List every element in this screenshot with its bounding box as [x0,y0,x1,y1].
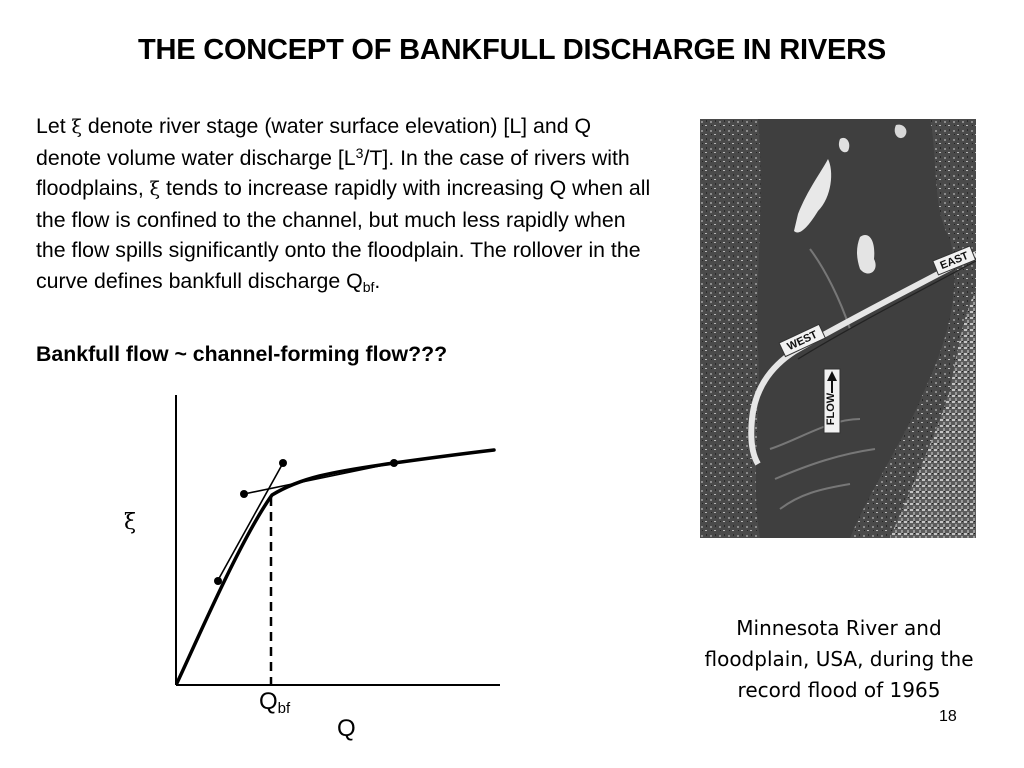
flow-label: FLOW [825,392,837,426]
body-text-2: denote river stage (water surface elevation) [L] and Q denote volume water discharge [L [36,114,592,170]
body-text-5: . [374,268,381,293]
photo-caption [672,613,1006,706]
xi-symbol-2: ξ [149,178,161,201]
floodplain-tangent-line [244,463,394,494]
east-label: EAST [938,249,971,272]
qbf-sub: bf [277,700,291,717]
caption-line: floodplain, USA, during the [704,647,974,671]
body-text-3: /T]. In the case of rivers with floodplains, [36,145,630,201]
superscript-3: 3 [355,144,364,161]
subscript-bf: bf [362,278,375,295]
xi-symbol: ξ [71,116,82,138]
body-text-4: tends to increase rapidly with increasing Q when all the flow is confined to the channel, but much less rapidly when the flow spills significantly onto the floodplain. The rollover in the curve defines bankfull discharge Q [36,176,651,293]
aerial-flood-photo [700,119,976,538]
qbf-main: Q [259,688,278,715]
body-text-1: Let [36,114,72,138]
tangent-point [390,459,398,467]
x-axis-label: Q [337,715,356,742]
caption-line: Minnesota River and [736,616,942,640]
caption-line: record flood of 1965 [737,678,941,702]
tangent-point [240,490,248,498]
tilde-symbol: ~ [174,342,187,366]
emphasis-post: channel-forming flow??? [186,342,448,366]
qbf-label [259,688,290,717]
west-label: WEST [785,328,820,354]
west-floodplain [700,119,755,538]
tangent-point [214,577,222,585]
tangent-point [279,459,287,467]
emphasis-pre: Bankfull flow [36,342,175,366]
y-axis-label: ξ [124,510,137,535]
slide-title: THE CONCEPT OF BANKFULL DISCHARGE IN RIVERS [137,34,887,66]
slide-number: 18 [939,708,957,725]
stage-discharge-curve [177,450,494,683]
channel-tangent-line [217,463,283,582]
